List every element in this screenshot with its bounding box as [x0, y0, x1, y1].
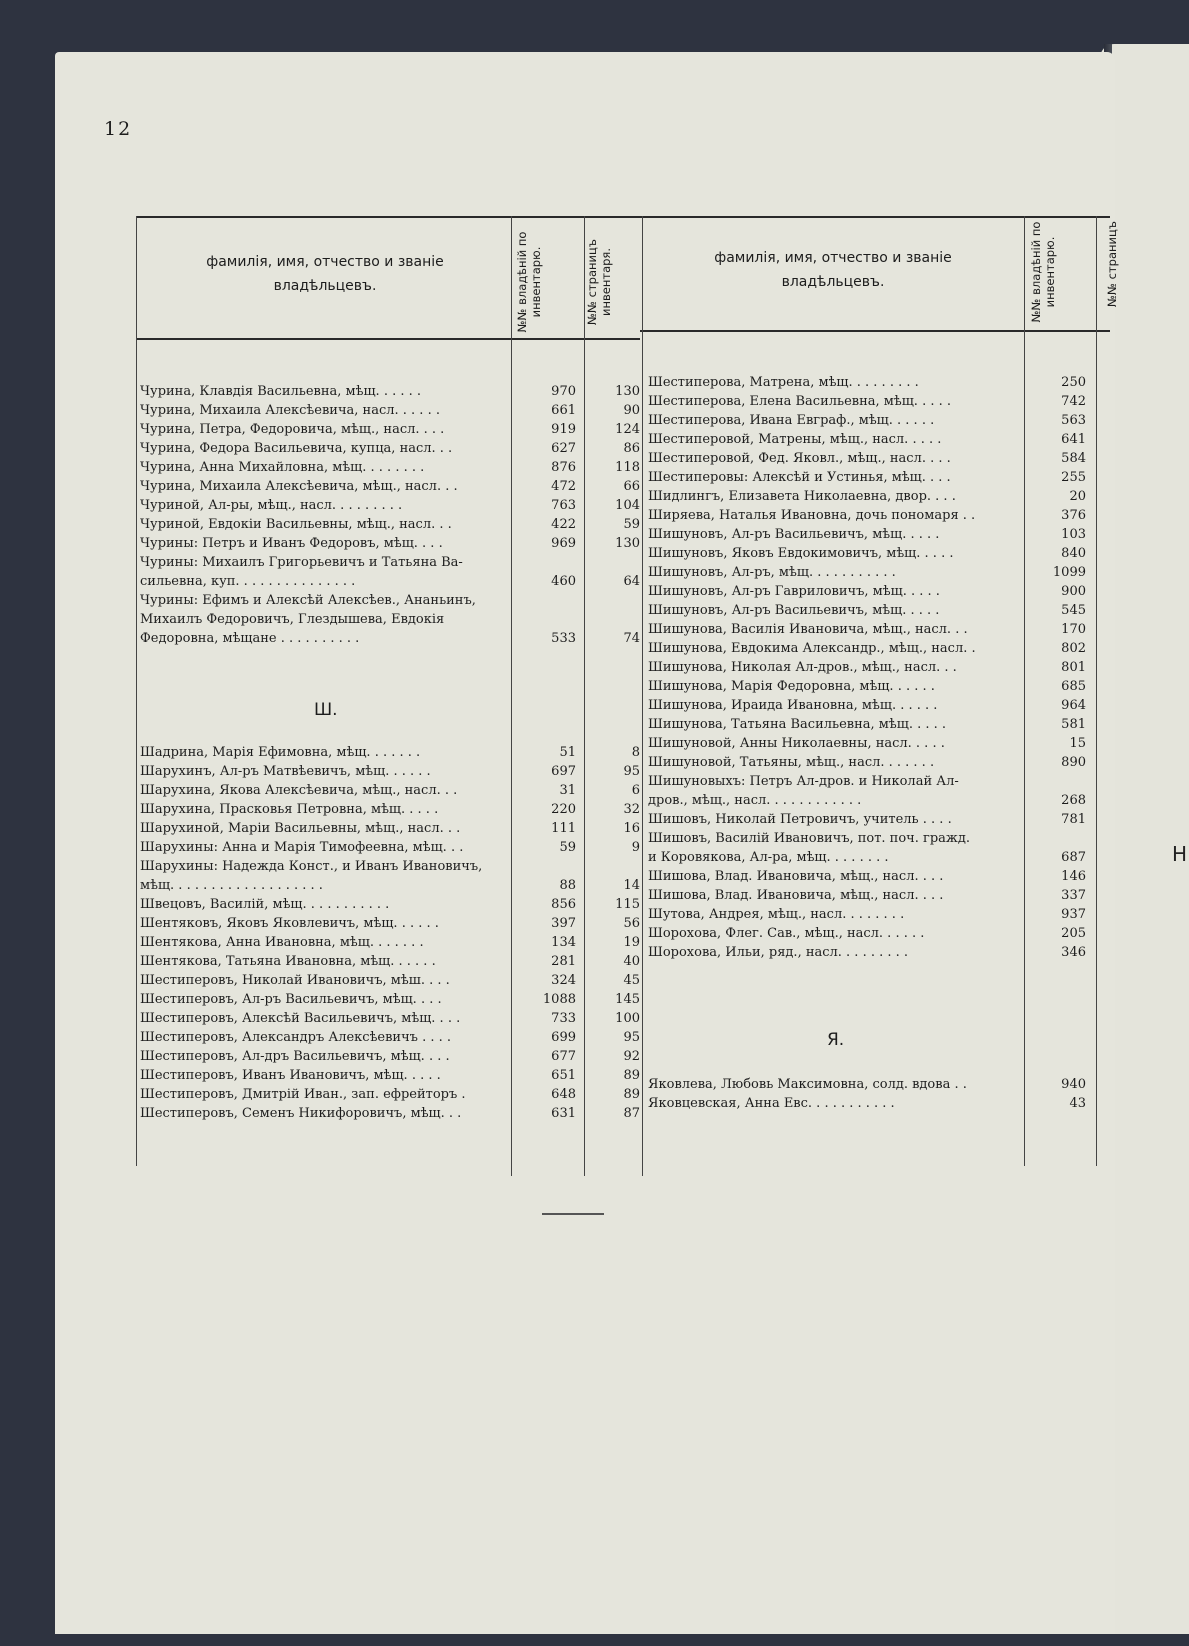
table-row	[648, 791, 1088, 810]
table-row	[648, 525, 1088, 544]
ownership-number: 51	[559, 745, 576, 760]
table-row	[648, 772, 1088, 791]
table-row	[648, 487, 1088, 506]
owner-name: Шестиперовой, Матрены, мѣщ., насл. . . . .	[648, 432, 942, 447]
header-bottom-rule-left	[136, 338, 640, 340]
table-row	[140, 439, 640, 458]
ownership-number: 697	[551, 764, 576, 779]
table-row	[648, 677, 1088, 696]
ownership-number: 699	[551, 1030, 576, 1045]
inventory-page: 40	[623, 954, 640, 969]
table-row	[648, 810, 1088, 829]
ownership-number: 533	[551, 631, 576, 646]
table-row	[648, 658, 1088, 677]
inventory-page: 6	[631, 783, 640, 798]
owner-name: Шишунова, Марія Федоровна, мѣщ. . . . . .	[648, 679, 935, 694]
ownership-number: 337	[1061, 888, 1086, 903]
owner-name: Чурина, Михаила Алексѣевича, мѣщ., насл. . .	[140, 479, 458, 494]
col-sep-5	[1096, 216, 1097, 1166]
table-row	[140, 534, 640, 553]
ownership-number: 563	[1061, 413, 1086, 428]
owner-name: Шарухиной, Маріи Васильевны, мѣщ., насл. . .	[140, 821, 461, 836]
ownership-number: 1088	[542, 992, 576, 1007]
next-page-letter: Н	[1172, 842, 1188, 866]
table-row	[648, 392, 1088, 411]
owner-name: сильевна, куп. . . . . . . . . . . . . . .	[140, 574, 356, 589]
ownership-number: 422	[551, 517, 576, 532]
owner-name: Швецовъ, Василій, мѣщ. . . . . . . . . . .	[140, 897, 390, 912]
inventory-page: 8	[631, 745, 640, 760]
table-row	[648, 430, 1088, 449]
table-row	[140, 762, 640, 781]
inventory-page: 14	[623, 878, 640, 893]
inventory-page: 66	[623, 479, 640, 494]
inventory-page: 64	[623, 574, 640, 589]
table-row	[140, 800, 640, 819]
ownership-number: 687	[1061, 850, 1086, 865]
owner-name: Шестиперова, Ивана Евграф., мѣщ. . . . . .	[648, 413, 935, 428]
table-row	[140, 819, 640, 838]
table-row	[140, 401, 640, 420]
header-right-num2: №№ страницъ	[1105, 221, 1119, 307]
inventory-page: 16	[623, 821, 640, 836]
inventory-page: 124	[615, 422, 640, 437]
table-row	[140, 496, 640, 515]
inventory-page: 92	[623, 1049, 640, 1064]
table-row	[140, 1047, 640, 1066]
ownership-number: 134	[551, 935, 576, 950]
inventory-page: 90	[623, 403, 640, 418]
ownership-number: 651	[551, 1068, 576, 1083]
table-row	[140, 952, 640, 971]
ownership-number: 545	[1061, 603, 1086, 618]
ownership-number: 919	[551, 422, 576, 437]
ownership-number: 781	[1061, 812, 1086, 827]
table-row	[140, 990, 640, 1009]
table-row	[140, 591, 640, 610]
ownership-number: 969	[551, 536, 576, 551]
table-row	[140, 1028, 640, 1047]
owner-name: Шишуновъ, Ал-ръ, мѣщ. . . . . . . . . . .	[648, 565, 896, 580]
ownership-number: 15	[1069, 736, 1086, 751]
owner-name: мѣщ. . . . . . . . . . . . . . . . . . .	[140, 878, 323, 893]
ownership-number: 802	[1061, 641, 1086, 656]
owner-name: Шишуновъ, Яковъ Евдокимовичъ, мѣщ. . . . .	[648, 546, 954, 561]
header-left-num2: №№ страницъ инвентаря.	[585, 239, 613, 325]
table-row	[140, 1104, 640, 1123]
owner-name: Шентякова, Анна Ивановна, мѣщ. . . . . . .	[140, 935, 424, 950]
ownership-number: 581	[1061, 717, 1086, 732]
col-sep-3	[642, 216, 643, 1176]
owner-name: Чурина, Петра, Федоровича, мѣщ., насл. . . .	[140, 422, 445, 437]
inventory-page: 104	[615, 498, 640, 513]
owner-name: Шишунова, Татьяна Васильевна, мѣщ. . . . .	[648, 717, 947, 732]
table-row	[648, 753, 1088, 772]
table-row	[140, 458, 640, 477]
inventory-page: 74	[623, 631, 640, 646]
ownership-number: 763	[551, 498, 576, 513]
owner-name: Михаилъ Федоровичъ, Глездышева, Евдокія	[140, 612, 445, 627]
table-row	[140, 895, 640, 914]
inventory-page: 59	[623, 517, 640, 532]
table-row	[648, 620, 1088, 639]
header-right-name: фамилія, имя, отчество и званіе владѣльцевъ.	[714, 250, 952, 290]
owner-name: Шарухины: Анна и Марія Тимофеевна, мѣщ. . .	[140, 840, 464, 855]
ownership-number: 20	[1069, 489, 1086, 504]
inventory-page: 95	[623, 1030, 640, 1045]
ownership-number: 840	[1061, 546, 1086, 561]
ownership-number: 324	[551, 973, 576, 988]
table-row	[648, 411, 1088, 430]
owner-name: Шорохова, Ильи, ряд., насл. . . . . . . . .	[648, 945, 909, 960]
inventory-page: 100	[615, 1011, 640, 1026]
table-row	[140, 572, 640, 591]
owner-name: Шестиперовъ, Ал-дръ Васильевичъ, мѣщ. . . .	[140, 1049, 450, 1064]
ownership-number: 146	[1061, 869, 1086, 884]
owner-name: Шишунова, Николая Ал-дров., мѣщ., насл. . .	[648, 660, 957, 675]
table-row	[140, 971, 640, 990]
owner-name: Яковцевская, Анна Евс. . . . . . . . . . .	[648, 1096, 895, 1111]
table-top-rule	[136, 216, 1110, 218]
ownership-number: 856	[551, 897, 576, 912]
table-row	[648, 886, 1088, 905]
table-row	[648, 696, 1088, 715]
owner-name: Шутова, Андрея, мѣщ., насл. . . . . . . .	[648, 907, 905, 922]
inventory-page: 9	[631, 840, 640, 855]
table-row	[648, 924, 1088, 943]
ownership-number: 677	[551, 1049, 576, 1064]
ownership-number: 220	[551, 802, 576, 817]
owner-name: Шишовъ, Василій Ивановичъ, пот. поч. гражд.	[648, 831, 971, 846]
table-row	[140, 420, 640, 439]
owner-name: Шестиперовъ, Александръ Алексѣевичъ . . . .	[140, 1030, 452, 1045]
inventory-page: 45	[623, 973, 640, 988]
owner-name: Шишова, Влад. Ивановича, мѣщ., насл. . . .	[648, 869, 944, 884]
owner-name: Чурина, Клавдія Васильевна, мѣщ. . . . . .	[140, 384, 422, 399]
owner-name: Шарухина, Якова Алексѣевича, мѣщ., насл. . .	[140, 783, 458, 798]
owner-name: Шишуновъ, Ал-ръ Васильевичъ, мѣщ. . . . .	[648, 603, 940, 618]
owner-name: Шишовъ, Николай Петровичъ, учитель . . . .	[648, 812, 952, 827]
ownership-number: 281	[551, 954, 576, 969]
table-row	[140, 781, 640, 800]
owner-name: Шишунова, Ираида Ивановна, мѣщ. . . . . .	[648, 698, 938, 713]
ownership-number: 742	[1061, 394, 1086, 409]
table-row	[140, 743, 640, 762]
ownership-number: 205	[1061, 926, 1086, 941]
owner-name: Чуриной, Евдокіи Васильевны, мѣщ., насл. . .	[140, 517, 452, 532]
ownership-number: 648	[551, 1087, 576, 1102]
table-row	[140, 515, 640, 534]
owner-name: Чуриной, Ал-ры, мѣщ., насл. . . . . . . . .	[140, 498, 403, 513]
inventory-page: 95	[623, 764, 640, 779]
header-bottom-rule-right	[640, 330, 1110, 332]
table-row	[648, 867, 1088, 886]
table-row	[648, 1075, 1088, 1094]
owner-name: Шестиперовой, Фед. Яковл., мѣщ., насл. . . .	[648, 451, 951, 466]
owner-name: Шарухина, Прасковья Петровна, мѣщ. . . . .	[140, 802, 439, 817]
table-row	[648, 829, 1088, 848]
owner-name: Чурина, Федора Васильевича, купца, насл. . .	[140, 441, 453, 456]
owner-name: Чурины: Ефимъ и Алексѣй Алексѣев., Ананьинъ,	[140, 593, 476, 608]
owner-name: Шестиперовъ, Иванъ Ивановичъ, мѣщ. . . . .	[140, 1068, 441, 1083]
ownership-number: 584	[1061, 451, 1086, 466]
owner-name: Шентякова, Татьяна Ивановна, мѣщ. . . . . .	[140, 954, 436, 969]
ownership-number: 255	[1061, 470, 1086, 485]
ownership-number: 472	[551, 479, 576, 494]
owner-name: Шестиперовъ, Николай Ивановичъ, мѣш. . . .	[140, 973, 450, 988]
section-letter-sh: Ш.	[314, 700, 338, 720]
inventory-page: 86	[623, 441, 640, 456]
inventory-page: 118	[615, 460, 640, 475]
table-row	[140, 876, 640, 895]
owner-name: дров., мѣщ., насл. . . . . . . . . . . .	[648, 793, 862, 808]
ownership-number: 1099	[1052, 565, 1086, 580]
owner-name: Шишуновъ, Ал-ръ Гавриловичъ, мѣщ. . . . .	[648, 584, 940, 599]
ownership-number: 631	[551, 1106, 576, 1121]
ownership-number: 397	[551, 916, 576, 931]
inventory-page: 130	[615, 536, 640, 551]
ownership-number: 937	[1061, 907, 1086, 922]
ownership-number: 43	[1069, 1096, 1086, 1111]
table-row	[648, 943, 1088, 962]
ownership-number: 890	[1061, 755, 1086, 770]
owner-name: Шорохова, Флег. Сав., мѣщ., насл. . . . . .	[648, 926, 925, 941]
ownership-number: 376	[1061, 508, 1086, 523]
table-row	[648, 582, 1088, 601]
ownership-number: 661	[551, 403, 576, 418]
ownership-number: 59	[559, 840, 576, 855]
header-right-num1: №№ владѣній по инвентарю.	[1029, 221, 1057, 323]
table-row	[648, 715, 1088, 734]
table-row	[140, 610, 640, 629]
owner-name: и Коровякова, Ал-ра, мѣщ. . . . . . . .	[648, 850, 889, 865]
owner-name: Чурины: Михаилъ Григорьевичъ и Татьяна Ва-	[140, 555, 463, 570]
table-row	[648, 734, 1088, 753]
table-row	[140, 914, 640, 933]
table-row	[648, 506, 1088, 525]
inventory-page: 19	[623, 935, 640, 950]
ownership-number: 170	[1061, 622, 1086, 637]
owner-name: Шишуновыхъ: Петръ Ал-дров. и Николай Ал-	[648, 774, 959, 789]
owner-name: Чурина, Анна Михайловна, мѣщ. . . . . . . .	[140, 460, 425, 475]
owner-name: Шарухины: Надежда Конст., и Иванъ Ивановичъ,	[140, 859, 483, 874]
owner-name: Чурины: Петръ и Иванъ Федоровъ, мѣщ. . . .	[140, 536, 443, 551]
table-row	[140, 933, 640, 952]
table-row	[648, 601, 1088, 620]
table-row	[648, 373, 1088, 392]
table-row	[648, 468, 1088, 487]
owner-name: Шишуновой, Анны Николаевны, насл. . . . .	[648, 736, 945, 751]
owner-name: Шестиперова, Елена Васильевна, мѣщ. . . . .	[648, 394, 951, 409]
ownership-number: 940	[1061, 1077, 1086, 1092]
table-row	[140, 838, 640, 857]
table-row	[648, 905, 1088, 924]
ownership-number: 627	[551, 441, 576, 456]
inventory-page: 89	[623, 1068, 640, 1083]
inventory-page: 56	[623, 916, 640, 931]
ownership-number: 970	[551, 384, 576, 399]
ownership-number: 801	[1061, 660, 1086, 675]
inventory-page: 145	[615, 992, 640, 1007]
page-number: 12	[104, 118, 133, 140]
inventory-page: 115	[615, 897, 640, 912]
ownership-number: 876	[551, 460, 576, 475]
ownership-number: 111	[551, 821, 576, 836]
ownership-number: 31	[559, 783, 576, 798]
inventory-page: 87	[623, 1106, 640, 1121]
owner-name: Яковлева, Любовь Максимовна, солд. вдова . .	[648, 1077, 967, 1092]
table-row	[140, 553, 640, 572]
ownership-number: 460	[551, 574, 576, 589]
owner-name: Шестиперовъ, Ал-ръ Васильевичъ, мѣщ. . . .	[140, 992, 442, 1007]
table-row	[648, 449, 1088, 468]
ownership-number: 346	[1061, 945, 1086, 960]
table-row	[140, 1085, 640, 1104]
ownership-number: 88	[559, 878, 576, 893]
owner-name: Шентяковъ, Яковъ Яковлевичъ, мѣщ. . . . . .	[140, 916, 439, 931]
table-row	[648, 563, 1088, 582]
table-row	[140, 857, 640, 876]
owner-name: Шестиперовъ, Алексѣй Васильевичъ, мѣщ. . . .	[140, 1011, 461, 1026]
inventory-page: 32	[623, 802, 640, 817]
ownership-number: 964	[1061, 698, 1086, 713]
table-row	[140, 477, 640, 496]
table-row	[140, 1066, 640, 1085]
inventory-page: 130	[615, 384, 640, 399]
owner-name: Шадрина, Марія Ефимовна, мѣщ. . . . . . .	[140, 745, 421, 760]
ownership-number: 733	[551, 1011, 576, 1026]
owner-name: Шестиперовъ, Семенъ Никифоровичъ, мѣщ. . .	[140, 1106, 462, 1121]
ownership-number: 685	[1061, 679, 1086, 694]
header-left-num1: №№ владѣній по инвентарю.	[515, 231, 543, 333]
table-row	[648, 544, 1088, 563]
table-row	[648, 639, 1088, 658]
owner-name: Ширяева, Наталья Ивановна, дочь пономаря . .	[648, 508, 976, 523]
ownership-number: 250	[1061, 375, 1086, 390]
owner-name: Федоровна, мѣщане . . . . . . . . . .	[140, 631, 360, 646]
table-row	[140, 382, 640, 401]
header-left-name: фамилія, имя, отчество и званіе владѣльцевъ.	[206, 254, 444, 294]
owner-name: Чурина, Михаила Алексѣевича, насл. . . . . .	[140, 403, 440, 418]
table-left-border	[136, 216, 137, 1166]
table-row	[140, 1009, 640, 1028]
closing-rule	[542, 1213, 604, 1215]
owner-name: Шишуновъ, Ал-ръ Васильевичъ, мѣщ. . . . .	[648, 527, 940, 542]
table-row	[648, 848, 1088, 867]
owner-name: Шишова, Влад. Ивановича, мѣщ., насл. . . .	[648, 888, 944, 903]
section-letter-ya: Я.	[827, 1030, 845, 1050]
ownership-number: 103	[1061, 527, 1086, 542]
owner-name: Шишуновой, Татьяны, мѣщ., насл. . . . . . .	[648, 755, 935, 770]
table-row	[140, 629, 640, 648]
owner-name: Шестиперова, Матрена, мѣщ. . . . . . . . .	[648, 375, 919, 390]
table-row	[648, 1094, 1088, 1113]
ownership-number: 268	[1061, 793, 1086, 808]
owner-name: Шидлингъ, Елизавета Николаевна, двор. . . .	[648, 489, 956, 504]
owner-name: Шишунова, Евдокима Александр., мѣщ., насл. .	[648, 641, 976, 656]
owner-name: Шестиперовы: Алексѣй и Устинья, мѣщ. . . .	[648, 470, 951, 485]
ownership-number: 900	[1061, 584, 1086, 599]
owner-name: Шестиперовъ, Дмитрій Иван., зап. ефрейторъ .	[140, 1087, 466, 1102]
inventory-page: 89	[623, 1087, 640, 1102]
ownership-number: 641	[1061, 432, 1086, 447]
owner-name: Шишунова, Василія Ивановича, мѣщ., насл. . .	[648, 622, 968, 637]
owner-name: Шарухинъ, Ал-ръ Матвѣевичъ, мѣщ. . . . . .	[140, 764, 431, 779]
